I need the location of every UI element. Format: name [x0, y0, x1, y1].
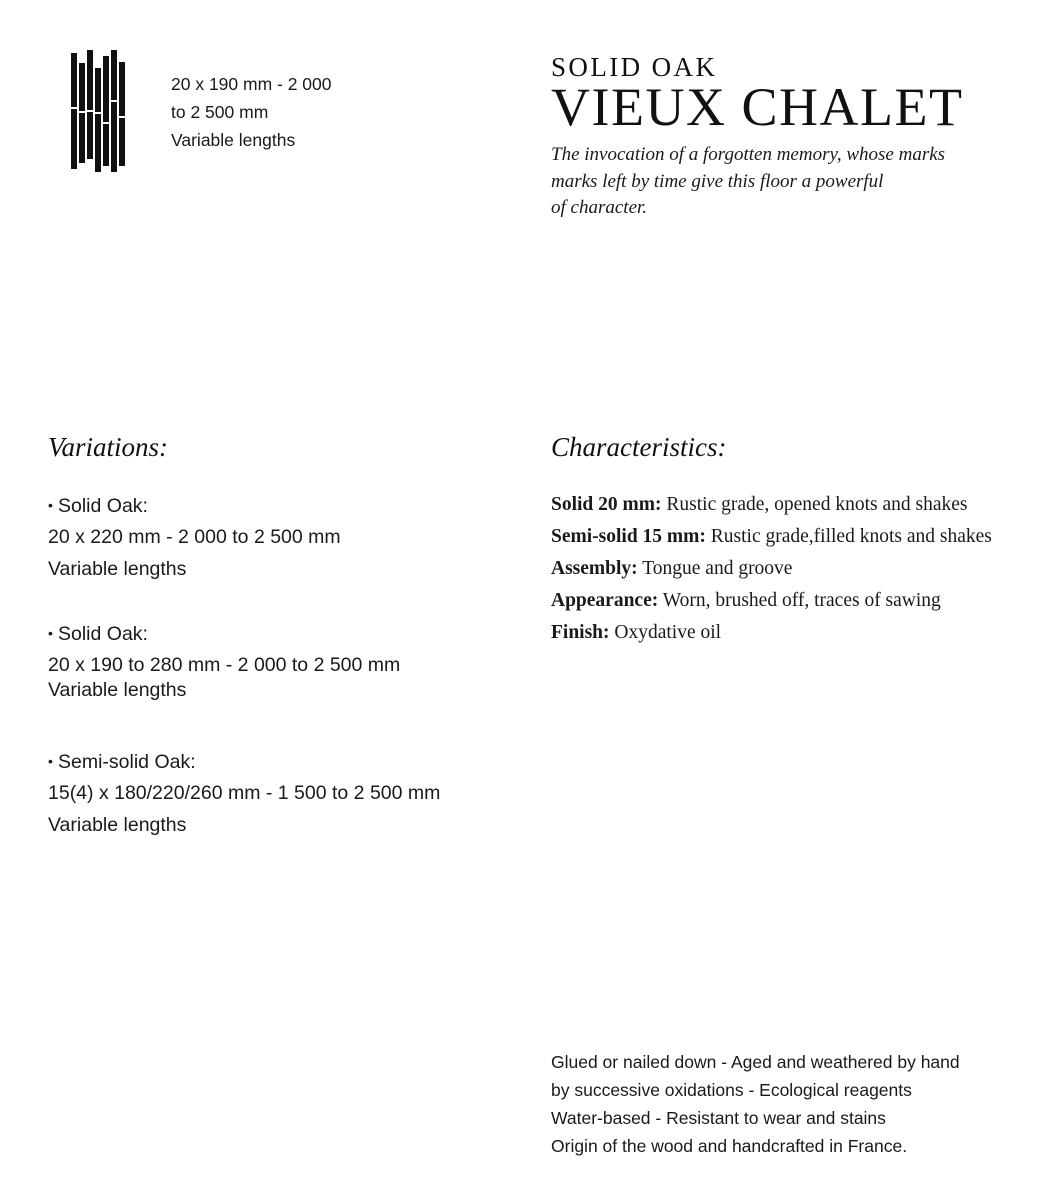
variation-dimensions: 20 x 220 mm - 2 000 to 2 500 mm [48, 526, 341, 548]
characteristic-label: Assembly: [551, 558, 638, 579]
characteristic-row [551, 524, 992, 550]
product-subtitle: SOLID OAK [551, 52, 718, 82]
characteristic-value: Tongue and groove [642, 558, 793, 579]
product-tagline [551, 142, 971, 222]
variation-name: Semi-solid Oak [58, 751, 191, 773]
note-line: Origin of the wood and handcrafted in France. [551, 1136, 908, 1156]
variation-name: Solid Oak [58, 623, 143, 645]
characteristic-value: Oxydative oil [614, 622, 722, 643]
variation-title: • Solid Oak: [48, 492, 148, 519]
tagline-line: of character. [551, 197, 648, 218]
tagline-line: marks left by time give this floor a powerful [551, 170, 884, 192]
tagline-line: The invocation of a forgotten memory, whose marks [551, 144, 946, 165]
characteristic-row [551, 620, 721, 646]
bullet-icon: • [48, 497, 53, 513]
variation-title: • Semi-solid Oak: [48, 748, 196, 775]
top-spec [171, 70, 332, 154]
variations-heading: Variations: [48, 432, 169, 462]
variation-dimensions: 15(4) x 180/220/260 mm - 1 500 to 2 500 mm [48, 782, 441, 804]
characteristic-value: Rustic grade, opened knots and shakes [666, 494, 968, 515]
spec-line-dimensions: 20 x 190 mm - 2 000 [171, 74, 332, 94]
bullet-icon: • [48, 625, 53, 641]
characteristics-heading: Characteristics: [551, 432, 727, 462]
variation-title: • Solid Oak: [48, 620, 148, 647]
product-title: VIEUX CHALET [551, 77, 964, 137]
plank-layout-icon [68, 48, 130, 174]
characteristic-label: Semi-solid 15 mm: [551, 526, 706, 547]
note-line: Glued or nailed down - Aged and weathered by hand [551, 1052, 960, 1072]
characteristic-label: Finish: [551, 622, 610, 643]
note-line: Water-based - Resistant to wear and stains [551, 1108, 886, 1128]
bullet-icon: • [48, 753, 53, 769]
characteristic-row [551, 588, 941, 614]
spec-line-lengths: Variable lengths [171, 130, 296, 150]
characteristic-label: Appearance: [551, 590, 659, 611]
characteristic-value: Rustic grade,filled knots and shakes [710, 526, 992, 547]
characteristic-row [551, 492, 968, 518]
variation-name: Solid Oak [58, 495, 143, 517]
variation-note: Variable lengths [48, 814, 187, 836]
characteristic-value: Worn, brushed off, traces of sawing [662, 590, 941, 611]
product-notes [551, 1048, 960, 1160]
characteristic-row [551, 556, 792, 582]
characteristic-label: Solid 20 mm: [551, 494, 662, 515]
note-line: by successive oxidations - Ecological reagents [551, 1080, 912, 1100]
variation-note: Variable lengths [48, 679, 187, 701]
variation-note: Variable lengths [48, 558, 187, 580]
variation-dimensions: 20 x 190 to 280 mm - 2 000 to 2 500 mm [48, 654, 401, 676]
spec-line-range: to 2 500 mm [171, 102, 269, 122]
